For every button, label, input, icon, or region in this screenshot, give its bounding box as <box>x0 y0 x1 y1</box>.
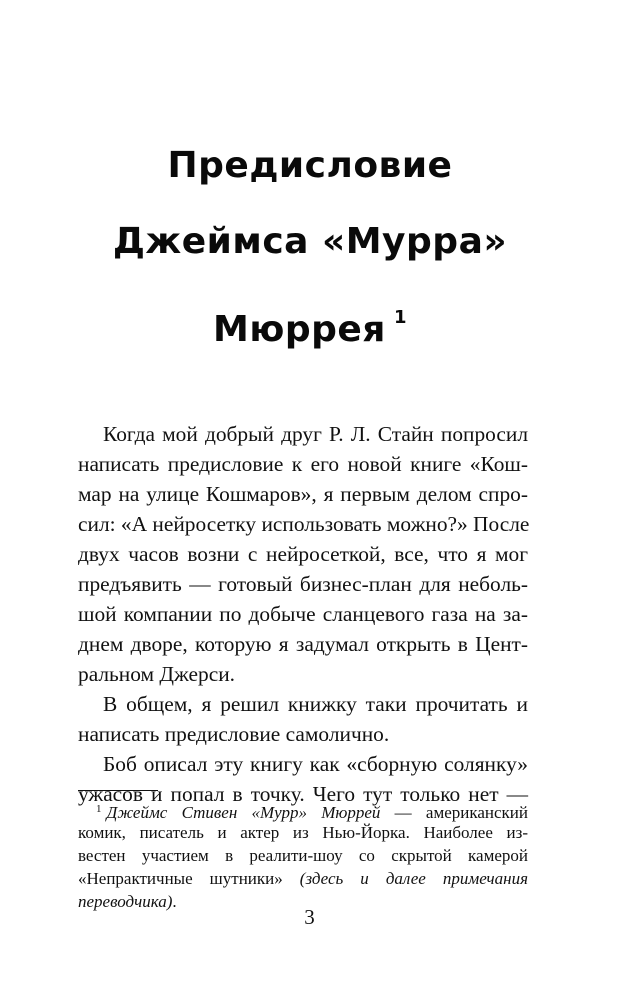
heading-line-3 <box>60 280 560 368</box>
chapter-heading <box>60 128 560 368</box>
text-line: ужасов и попал в точку. Чего тут только нет — <box>78 782 528 806</box>
footnote-translator-note: (здесь и далее примечания <box>299 869 528 888</box>
footnote-show-title: «Непрактичные шутники» <box>78 869 300 888</box>
text-line: мар на улице Кошмаров», я первым делом спро- <box>78 482 528 506</box>
heading-line-2: Джеймса «Мурра» <box>112 221 508 262</box>
footnote-divider <box>78 790 158 791</box>
text-line: Когда мой добрый друг Р. Л. Стайн попросил <box>103 422 528 446</box>
footnote-marker: 1 <box>96 803 102 815</box>
text-line: двух часов возни с нейросеткой, все, что я мог <box>78 542 528 566</box>
footnote-translator-note-end: переводчика) <box>78 892 173 911</box>
text-line: Боб описал эту книгу как «сборную солянку» <box>103 752 528 776</box>
text-line: предъявить — готовый бизнес-план для неболь- <box>78 572 528 596</box>
text-line: написать предисловие к его новой книге «Кош- <box>78 452 528 476</box>
footnote <box>78 798 528 913</box>
footnote-line <box>78 798 528 821</box>
text-line: шой компании по добыче сланцевого газа на за- <box>78 602 528 626</box>
text-line: ральном Джерси. <box>78 662 235 686</box>
heading-line-1: Предисловие <box>167 145 453 186</box>
text-line: В общем, я решил книжку таки прочитать и <box>103 692 528 716</box>
page-number: 3 <box>304 905 315 929</box>
heading-line-3-text: Мюррея <box>213 309 386 350</box>
footnote-line: вестен участием в реалити-шоу со скрытой камерой <box>78 846 528 865</box>
footnote-line: комик, писатель и актер из Нью-Йорка. Наиболее из- <box>78 823 528 842</box>
heading-footnote-reference: 1 <box>393 307 407 328</box>
text-line: сил: «А нейросетку использовать можно?» После <box>78 512 530 536</box>
text-line: написать предисловие самолично. <box>78 722 390 746</box>
footnote-period: . <box>172 892 177 911</box>
text-line: днем дворе, которую я задумал открыть в Цент- <box>78 632 528 656</box>
footnote-text: — американский <box>380 803 528 822</box>
footnote-person-name: Джеймс Стивен «Мурр» Мюррей <box>106 803 381 822</box>
body-text <box>78 419 528 809</box>
footnote-line <box>78 867 528 890</box>
